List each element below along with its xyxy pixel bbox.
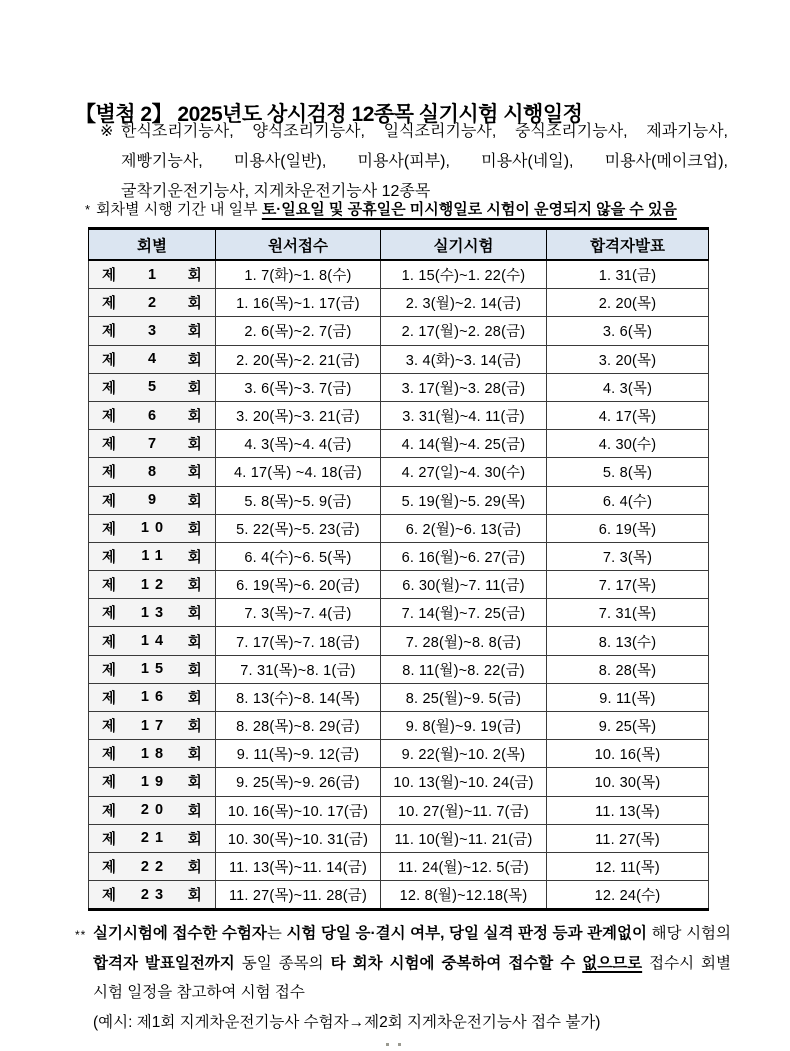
round-prefix: 제 xyxy=(102,352,117,369)
application-period-cell: 6. 4(수)~6. 5(목) xyxy=(216,542,381,570)
footnote-marker: ** xyxy=(75,928,87,942)
round-suffix: 회 xyxy=(187,578,202,595)
round-prefix: 제 xyxy=(102,747,117,764)
table-row xyxy=(89,740,709,768)
schedule-note xyxy=(85,198,727,222)
col-header-exam: 실기시험 xyxy=(381,229,547,261)
round-suffix: 회 xyxy=(187,747,202,764)
announcement-date-cell: 7. 31(목) xyxy=(547,599,709,627)
round-number: 16 xyxy=(140,689,170,706)
application-period-cell: 10. 30(목)~10. 31(금) xyxy=(216,824,381,852)
round-cell xyxy=(89,712,216,740)
round-number: 23 xyxy=(140,886,170,903)
round-suffix: 회 xyxy=(187,831,202,848)
round-cell xyxy=(89,458,216,486)
footnote-example: (예시: 제1회 지게차운전기능사 수험자→제2회 지게차운전기능사 접수 불가) xyxy=(93,1013,601,1031)
announcement-date-cell: 9. 11(목) xyxy=(547,683,709,711)
application-period-cell: 8. 13(수)~8. 14(목) xyxy=(216,683,381,711)
round-cell xyxy=(89,345,216,373)
round-cell xyxy=(89,514,216,542)
exam-period-cell: 1. 15(수)~1. 22(수) xyxy=(381,260,547,289)
table-row xyxy=(89,881,709,910)
announcement-date-cell: 4. 30(수) xyxy=(547,430,709,458)
round-suffix: 회 xyxy=(187,690,202,707)
application-period-cell: 9. 11(목)~9. 12(금) xyxy=(216,740,381,768)
announcement-date-cell: 4. 3(목) xyxy=(547,373,709,401)
round-number: 2 xyxy=(147,294,163,311)
round-prefix: 제 xyxy=(102,268,117,285)
round-suffix: 회 xyxy=(187,268,202,285)
subjects-note-text: 한식조리기능사, 양식조리기능사, 일식조리기능사, 중식조리기능사, 제과기능사, 제빵기능사, 미용사(일반), 미용사(피부), 미용사(네일), 미용사(메이크업), 굴착기운전기능사, 지게차운전기능사 12종목 xyxy=(121,123,728,200)
announcement-date-cell: 9. 25(목) xyxy=(547,712,709,740)
table-row xyxy=(89,458,709,486)
round-suffix: 회 xyxy=(187,465,202,482)
round-prefix: 제 xyxy=(102,719,117,736)
exam-period-cell: 6. 2(월)~6. 13(금) xyxy=(381,514,547,542)
announcement-date-cell: 3. 20(목) xyxy=(547,345,709,373)
col-header-application: 원서접수 xyxy=(216,229,381,261)
announcement-date-cell: 11. 13(목) xyxy=(547,796,709,824)
round-number: 19 xyxy=(140,773,170,790)
col-header-round: 회별 xyxy=(89,229,216,261)
announcement-date-cell: 4. 17(목) xyxy=(547,401,709,429)
round-cell xyxy=(89,289,216,317)
footnote-segment: 동일 종목의 xyxy=(241,954,331,972)
round-number: 4 xyxy=(147,351,163,368)
footnote-text xyxy=(93,919,731,1008)
exam-period-cell: 7. 14(월)~7. 25(금) xyxy=(381,599,547,627)
table-row xyxy=(89,683,709,711)
table-row xyxy=(89,655,709,683)
footnote-segment: 실기시험에 접수한 수험자 xyxy=(93,925,267,942)
announcement-date-cell: 8. 13(수) xyxy=(547,627,709,655)
round-suffix: 회 xyxy=(187,549,202,566)
round-number: 6 xyxy=(147,407,163,424)
footnote-segment: 접수시 회별 시험 일정을 참고하여 시험 접수 xyxy=(93,954,731,1001)
schedule-note-prefix: 회차별 시행 기간 내 일부 xyxy=(96,201,262,218)
round-suffix: 회 xyxy=(187,437,202,454)
round-cell xyxy=(89,852,216,880)
exam-period-cell: 11. 10(월)~11. 21(금) xyxy=(381,824,547,852)
round-prefix: 제 xyxy=(102,606,117,623)
round-number: 5 xyxy=(147,379,163,396)
table-row xyxy=(89,627,709,655)
round-prefix: 제 xyxy=(102,831,117,848)
application-period-cell: 11. 13(목)~11. 14(금) xyxy=(216,852,381,880)
round-prefix: 제 xyxy=(102,860,117,877)
round-cell xyxy=(89,740,216,768)
round-suffix: 회 xyxy=(187,634,202,651)
round-suffix: 회 xyxy=(187,380,202,397)
footnote-segment: 해당 시험의 xyxy=(651,925,732,942)
round-prefix: 제 xyxy=(102,465,117,482)
round-suffix: 회 xyxy=(187,324,202,341)
footnote-segment: 없으므로 xyxy=(582,954,643,972)
round-prefix: 제 xyxy=(102,634,117,651)
round-cell xyxy=(89,317,216,345)
round-prefix: 제 xyxy=(102,521,117,538)
application-period-cell: 3. 6(목)~3. 7(금) xyxy=(216,373,381,401)
announcement-date-cell: 6. 4(수) xyxy=(547,486,709,514)
exam-period-cell: 6. 16(월)~6. 27(금) xyxy=(381,542,547,570)
table-row xyxy=(89,430,709,458)
table-row xyxy=(89,401,709,429)
footnote-segment: 시험 당일 응·결시 여부, 당일 실격 판정 등과 관계없이 xyxy=(286,925,652,942)
application-period-cell: 7. 31(목)~8. 1(금) xyxy=(216,655,381,683)
application-period-cell: 4. 17(목) ~4. 18(금) xyxy=(216,458,381,486)
application-period-cell: 11. 27(목)~11. 28(금) xyxy=(216,881,381,910)
exam-schedule-table-body xyxy=(89,260,709,910)
round-prefix: 제 xyxy=(102,380,117,397)
round-cell xyxy=(89,599,216,627)
round-number: 1 xyxy=(147,266,163,283)
exam-period-cell: 9. 8(월)~9. 19(금) xyxy=(381,712,547,740)
announcement-date-cell: 7. 3(목) xyxy=(547,542,709,570)
round-cell xyxy=(89,627,216,655)
round-suffix: 회 xyxy=(187,606,202,623)
page-number-clipped xyxy=(386,1043,389,1046)
table-row xyxy=(89,796,709,824)
round-prefix: 제 xyxy=(102,578,117,595)
round-cell xyxy=(89,430,216,458)
table-row xyxy=(89,542,709,570)
table-row xyxy=(89,260,709,289)
announcement-date-cell: 8. 28(목) xyxy=(547,655,709,683)
table-row xyxy=(89,289,709,317)
table-header-row xyxy=(89,229,709,261)
application-period-cell: 4. 3(목)~4. 4(금) xyxy=(216,430,381,458)
application-period-cell: 7. 3(목)~7. 4(금) xyxy=(216,599,381,627)
round-suffix: 회 xyxy=(187,888,202,905)
exam-schedule-table xyxy=(88,227,709,911)
exam-period-cell: 11. 24(월)~12. 5(금) xyxy=(381,852,547,880)
announcement-date-cell: 10. 16(목) xyxy=(547,740,709,768)
round-cell xyxy=(89,260,216,289)
exam-period-cell: 4. 27(일)~4. 30(수) xyxy=(381,458,547,486)
round-prefix: 제 xyxy=(102,296,117,313)
exam-period-cell: 4. 14(월)~4. 25(금) xyxy=(381,430,547,458)
round-prefix: 제 xyxy=(102,888,117,905)
application-period-cell: 1. 16(목)~1. 17(금) xyxy=(216,289,381,317)
announcement-date-cell: 12. 11(목) xyxy=(547,852,709,880)
round-prefix: 제 xyxy=(102,324,117,341)
exam-period-cell: 2. 17(월)~2. 28(금) xyxy=(381,317,547,345)
application-period-cell: 7. 17(목)~7. 18(금) xyxy=(216,627,381,655)
round-number: 20 xyxy=(140,802,170,819)
round-suffix: 회 xyxy=(187,352,202,369)
exam-period-cell: 3. 4(화)~3. 14(금) xyxy=(381,345,547,373)
table-row xyxy=(89,345,709,373)
round-cell xyxy=(89,401,216,429)
round-number: 14 xyxy=(140,633,170,650)
application-period-cell: 6. 19(목)~6. 20(금) xyxy=(216,571,381,599)
application-period-cell: 9. 25(목)~9. 26(금) xyxy=(216,768,381,796)
round-suffix: 회 xyxy=(187,775,202,792)
application-period-cell: 8. 28(목)~8. 29(금) xyxy=(216,712,381,740)
exam-period-cell: 10. 27(월)~11. 7(금) xyxy=(381,796,547,824)
round-prefix: 제 xyxy=(102,803,117,820)
round-suffix: 회 xyxy=(187,296,202,313)
application-period-cell: 2. 20(목)~2. 21(금) xyxy=(216,345,381,373)
footnote-segment: 는 xyxy=(266,925,287,942)
round-number: 7 xyxy=(147,435,163,452)
exam-period-cell: 8. 25(월)~9. 5(금) xyxy=(381,683,547,711)
round-cell xyxy=(89,486,216,514)
exam-period-cell: 3. 31(월)~4. 11(금) xyxy=(381,401,547,429)
round-number: 3 xyxy=(147,322,163,339)
announcement-date-cell: 7. 17(목) xyxy=(547,571,709,599)
round-number: 13 xyxy=(140,604,170,621)
round-prefix: 제 xyxy=(102,690,117,707)
announcement-date-cell: 11. 27(목) xyxy=(547,824,709,852)
announcement-date-cell: 3. 6(목) xyxy=(547,317,709,345)
application-period-cell: 3. 20(목)~3. 21(금) xyxy=(216,401,381,429)
announcement-date-cell: 1. 31(금) xyxy=(547,260,709,289)
table-row xyxy=(89,571,709,599)
round-number: 15 xyxy=(140,661,170,678)
table-row xyxy=(89,768,709,796)
exam-period-cell: 8. 11(월)~8. 22(금) xyxy=(381,655,547,683)
schedule-note-emphasis: 토·일요일 및 공휴일은 미시행일로 시험이 운영되지 않을 수 있음 xyxy=(261,201,677,218)
round-number: 18 xyxy=(140,745,170,762)
round-number: 17 xyxy=(140,717,170,734)
exam-period-cell: 2. 3(월)~2. 14(금) xyxy=(381,289,547,317)
application-period-cell: 2. 6(목)~2. 7(금) xyxy=(216,317,381,345)
application-period-cell: 10. 16(목)~10. 17(금) xyxy=(216,796,381,824)
table-row xyxy=(89,486,709,514)
round-cell xyxy=(89,881,216,910)
application-period-cell: 5. 8(목)~5. 9(금) xyxy=(216,486,381,514)
round-prefix: 제 xyxy=(102,775,117,792)
announcement-date-cell: 5. 8(목) xyxy=(547,458,709,486)
page-title: 【별첨 2】 2025년도 상시검정 12종목 실기시험 시행일정 xyxy=(75,103,583,127)
round-prefix: 제 xyxy=(102,409,117,426)
round-number: 8 xyxy=(147,463,163,480)
round-number: 21 xyxy=(140,830,170,847)
table-row xyxy=(89,373,709,401)
round-cell xyxy=(89,655,216,683)
exam-period-cell: 6. 30(월)~7. 11(금) xyxy=(381,571,547,599)
col-header-announcement: 합격자발표 xyxy=(547,229,709,261)
round-prefix: 제 xyxy=(102,437,117,454)
footnote-segment: 합격자 발표일전까지 xyxy=(93,954,242,972)
round-cell xyxy=(89,373,216,401)
exam-period-cell: 7. 28(월)~8. 8(금) xyxy=(381,627,547,655)
round-suffix: 회 xyxy=(187,521,202,538)
round-number: 9 xyxy=(147,492,163,509)
footnote-block xyxy=(75,919,731,1037)
reference-mark: ※ xyxy=(100,123,114,140)
table-row xyxy=(89,514,709,542)
round-cell xyxy=(89,542,216,570)
round-prefix: 제 xyxy=(102,549,117,566)
table-row xyxy=(89,599,709,627)
round-cell xyxy=(89,571,216,599)
exam-period-cell: 9. 22(월)~10. 2(목) xyxy=(381,740,547,768)
round-suffix: 회 xyxy=(187,493,202,510)
round-suffix: 회 xyxy=(187,719,202,736)
round-cell xyxy=(89,824,216,852)
footnote-segment: 타 회차 시험에 중복하여 접수할 수 xyxy=(330,954,583,972)
table-row xyxy=(89,712,709,740)
round-suffix: 회 xyxy=(187,803,202,820)
round-number: 22 xyxy=(140,858,170,875)
round-prefix: 제 xyxy=(102,493,117,510)
round-number: 12 xyxy=(140,576,170,593)
round-number: 11 xyxy=(141,548,169,565)
announcement-date-cell: 10. 30(목) xyxy=(547,768,709,796)
exam-period-cell: 10. 13(월)~10. 24(금) xyxy=(381,768,547,796)
application-period-cell: 1. 7(화)~1. 8(수) xyxy=(216,260,381,289)
announcement-date-cell: 2. 20(목) xyxy=(547,289,709,317)
asterisk-mark: * xyxy=(85,202,91,217)
round-prefix: 제 xyxy=(102,662,117,679)
exam-period-cell: 3. 17(월)~3. 28(금) xyxy=(381,373,547,401)
table-row xyxy=(89,852,709,880)
exam-period-cell: 5. 19(월)~5. 29(목) xyxy=(381,486,547,514)
round-number: 10 xyxy=(140,520,170,537)
table-row xyxy=(89,317,709,345)
announcement-date-cell: 12. 24(수) xyxy=(547,881,709,910)
announcement-date-cell: 6. 19(목) xyxy=(547,514,709,542)
round-cell xyxy=(89,768,216,796)
table-row xyxy=(89,824,709,852)
round-cell xyxy=(89,683,216,711)
exam-period-cell: 12. 8(월)~12.18(목) xyxy=(381,881,547,910)
round-cell xyxy=(89,796,216,824)
round-suffix: 회 xyxy=(187,662,202,679)
round-suffix: 회 xyxy=(187,860,202,877)
application-period-cell: 5. 22(목)~5. 23(금) xyxy=(216,514,381,542)
subjects-note xyxy=(100,117,728,207)
round-suffix: 회 xyxy=(187,409,202,426)
